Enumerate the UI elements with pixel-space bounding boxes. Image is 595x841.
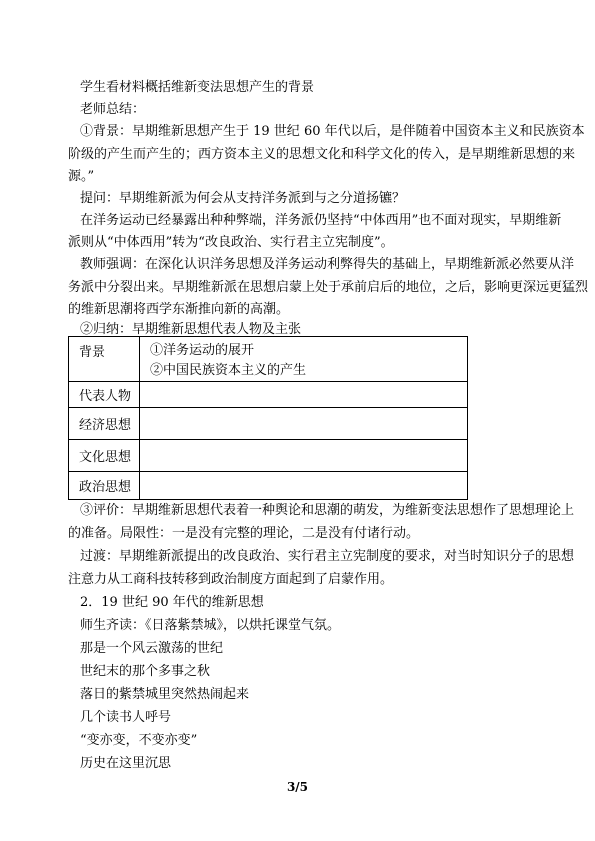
poem-line: 落日的紫禁城里突然热闹起来: [80, 687, 250, 702]
text-line: ②归纳：早期维新思想代表人物及主张: [80, 322, 302, 337]
table-row: [69, 440, 468, 472]
text-line: 派则从“中体西用”转为“改良政治、实行君主立宪制度”。: [68, 235, 394, 250]
text-line: 教师强调：在深化认识洋务思想及洋务运动利弊得失的基础上，早期维新派必然要从洋: [80, 257, 575, 272]
text-line: 注意力从工商科技转移到政治制度方面起到了启蒙作用。: [68, 572, 394, 587]
text-line: 过渡：早期维新派提出的改良政治、实行君主立宪制度的要求，对当时知识分子的思想: [80, 549, 575, 564]
table-row-label: 代表人物: [69, 382, 140, 408]
table-cell: [140, 382, 468, 408]
text-line: 在洋务运动已经暴露出种种弊端，洋务派仍坚持“中体西用”也不面对现实，早期维新: [80, 213, 562, 228]
text-line: 务派中分裂出来。早期维新派在思想启蒙上处于承前启后的地位，之后，影响更深远更猛烈: [68, 280, 589, 295]
table-row-label: 经济思想: [69, 408, 140, 440]
table-cell-line: ①洋务运动的展开: [150, 343, 255, 358]
text-line: ③评价：早期维新思想代表着一种舆论和思潮的萌发，为维新变法思想作了思想理论上: [80, 503, 575, 518]
text-line: 学生看材料概括维新变法思想产生的背景: [80, 80, 315, 95]
poem-line: 几个读书人呼号: [80, 710, 172, 725]
table-cell: [140, 408, 468, 440]
representatives-table: [68, 336, 468, 500]
table-cell: [140, 472, 468, 500]
table-row: [69, 337, 468, 382]
text-line: ①背景：早期维新思想产生于 19 世纪 60 年代以后，是伴随着中国资本主义和民族资本: [80, 124, 585, 139]
table-cell: [140, 440, 468, 472]
table-row-label: 背景: [69, 337, 140, 382]
table-cell: [140, 337, 468, 382]
text-line: 源。”: [68, 169, 95, 184]
table-row: [69, 408, 468, 440]
poem-line: 世纪末的那个多事之秋: [80, 664, 211, 679]
text-line: 师生齐读：《日落紫禁城》，以烘托课堂气氛。: [80, 618, 341, 633]
text-line: 阶级的产生而产生的；西方资本主义的思想文化和科学文化的传入，是早期维新思想的来: [68, 147, 576, 162]
text-line: 的准备。局限性：一是没有完整的理论，二是没有付诸行动。: [68, 526, 420, 541]
table-row-label: 政治思想: [69, 472, 140, 500]
text-line: 老师总结：: [80, 102, 146, 117]
table-cell-line: ②中国民族资本主义的产生: [150, 363, 307, 378]
page-number: 3/5: [286, 780, 309, 794]
table-row-label: 文化思想: [69, 440, 140, 472]
section-heading: 2．19 世纪 90 年代的维新思想: [80, 595, 264, 610]
poem-line: “变亦变，不变亦变”: [80, 733, 198, 748]
text-line: 的维新思潮将西学东渐推向新的高潮。: [68, 302, 290, 317]
poem-line: 历史在这里沉思: [80, 756, 172, 771]
text-line: 提问：早期维新派为何会从支持洋务派到与之分道扬镳？: [80, 191, 406, 206]
table-row: [69, 472, 468, 500]
table-row: [69, 382, 468, 408]
poem-line: 那是一个风云激荡的世纪: [80, 641, 224, 656]
